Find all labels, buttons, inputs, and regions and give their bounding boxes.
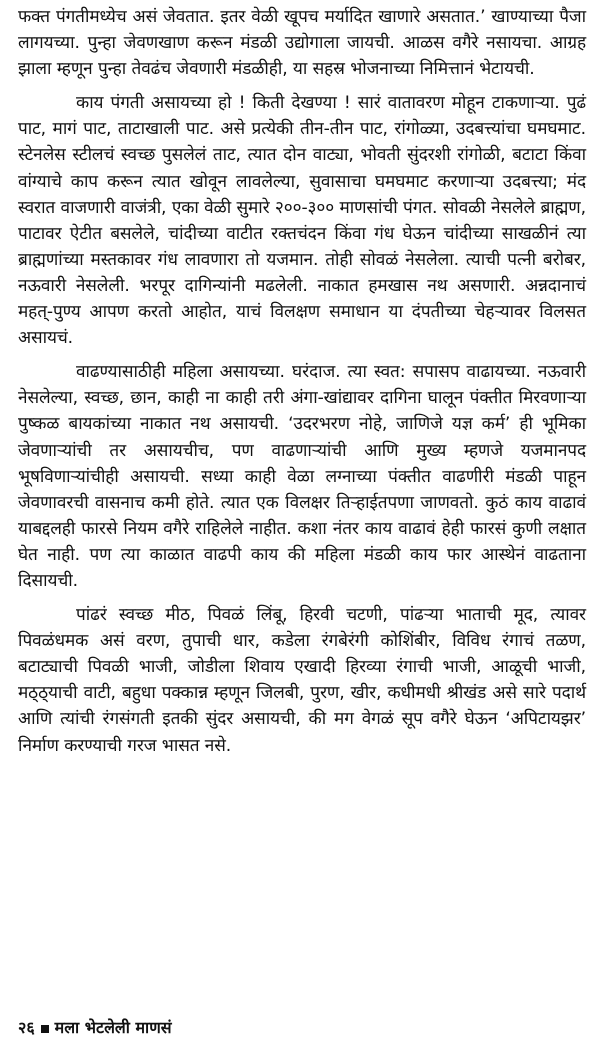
square-bullet-icon — [41, 1025, 49, 1033]
paragraph-4: पांढरं स्वच्छ मीठ, पिवळं लिंबू, हिरवी चटणी, पांढऱ्या भाताची मूद, त्यावर पिवळंधमक असं वरण, तुपाची धार, कडेला रंगबेरंगी कोशिंबीर, विविध रंगाचं तळण, बटाट्याची पिवळी भाजी, जोडीला शिवाय एखादी हिरव्या रंगाची भाजी, आळूची भाजी, मठ्ठ्याची वाटी, बहुधा पक्कान्न म्हणून जिलबी, पुरण, खीर, कधीमधी श्रीखंड असे सारे पदार्थ आणि त्यांची रंगसंगती इतकी सुंदर असायची, की मग वेगळं सूप वगैरे घेऊन ‘अपिटायझर’ निर्माण करण्याची गरज भासत नसे. — [18, 605, 586, 756]
page-number: २६ — [18, 1018, 35, 1037]
paragraph-1: फक्त पंगतीमध्येच असं जेवतात. इतर वेळी खूपच मर्यादित खाणारे असतात.’ खाण्याच्या पैजा लागयच्या. पुन्हा जेवणखाण करून मंडळी उद्योगाला जायची. आळस वगैरे नसायचा. आग्रह झाला म्हणून पुन्हा तेवढंच जेवणारी मंडळीही, या सहस्र भोजनाच्या निमित्तानं भेटायची. — [18, 7, 586, 80]
paragraph-3: वाढण्यासाठीही महिला असायच्या. घरंदाज. त्या स्वत: सपासप वाढायच्या. नऊवारी नेसलेल्या, स्वच्छ, छान, काही ना काही तरी अंगा-खांद्यावर दागिना घालून पंक्तीत मिरवणाऱ्या पुष्कळ बायकांच्या नाकात नथ असायची. ‘उदरभरण नोहे, जाणिजे यज्ञ कर्म’ ही भूमिका जेवणाऱ्यांची तर असायचीच, पण वाढणाऱ्यांची आणि मुख्य म्हणजे यजमानपद भूषविणाऱ्यांचीही असायची. सध्या काही वेळा लग्नाच्या पंक्तीत वाढणीरी मंडळी पाहून जेवणावरची वासनाच कमी होते. त्यात एक विलक्षर तिऱ्हाईतपणा जाणवतो. कुठं काय वाढावं याबद्दलही फारसे नियम वगैरे राहिलेले नाहीत. कशा नंतर काय वाढावं हेही फारसं कुणी लक्षात घेत नाही. पण त्या काळात वाढपी काय की महिला मंडळी काय फार आस्थेनं वाढताना दिसायची. — [18, 362, 586, 591]
book-title: मला भेटलेली माणसं — [54, 1018, 172, 1037]
paragraph-2: काय पंगती असायच्या हो ! किती देखण्या ! सारं वातावरण मोहून टाकणाऱ्या. पुढं पाट, मागं पाट, ताटाखाली पाट. असे प्रत्येकी तीन-तीन पाट, रांगोळ्या, उदबत्त्यांचा घमघमाट. स्टेनलेस स्टीलचं स्वच्छ पुसलेलं ताट, त्यात दोन वाट्या, भोवती सुंदरशी रांगोळी, बटाटा किंवा वांग्याचे काप करून त्यात खोवून लावलेल्या, सुवासाचा घमघमाट करणाऱ्या उदबत्त्या; मंद स्वरात वाजणारी वाजंत्री, एका वेळी सुमारे २००-३०० माणसांची पंगत. सोवळी नेसलेले ब्राह्मण, पाटावर ऐटीत बसलेले, चांदीच्या वाटीत रक्तचंदन किंवा गंध घेऊन चांदीच्या साखळीनं त्या ब्राह्मणांच्या मस्तकावर गंध लावणारा तो यजमान. तोही सोवळं नेसलेला. त्याची पत्नी बरोबर, नऊवारी नेसलेली. भरपूर दागिन्यांनी मढलेली. नाकात हमखास नथ असणारी. अन्नदानाचं महत्‌-पुण्य आपण करतो आहोत, याचं विलक्षण समाधान या दंपतीच्या चेहऱ्यावर विलसत असायचं. — [18, 93, 586, 349]
page-footer — [18, 1016, 172, 1038]
